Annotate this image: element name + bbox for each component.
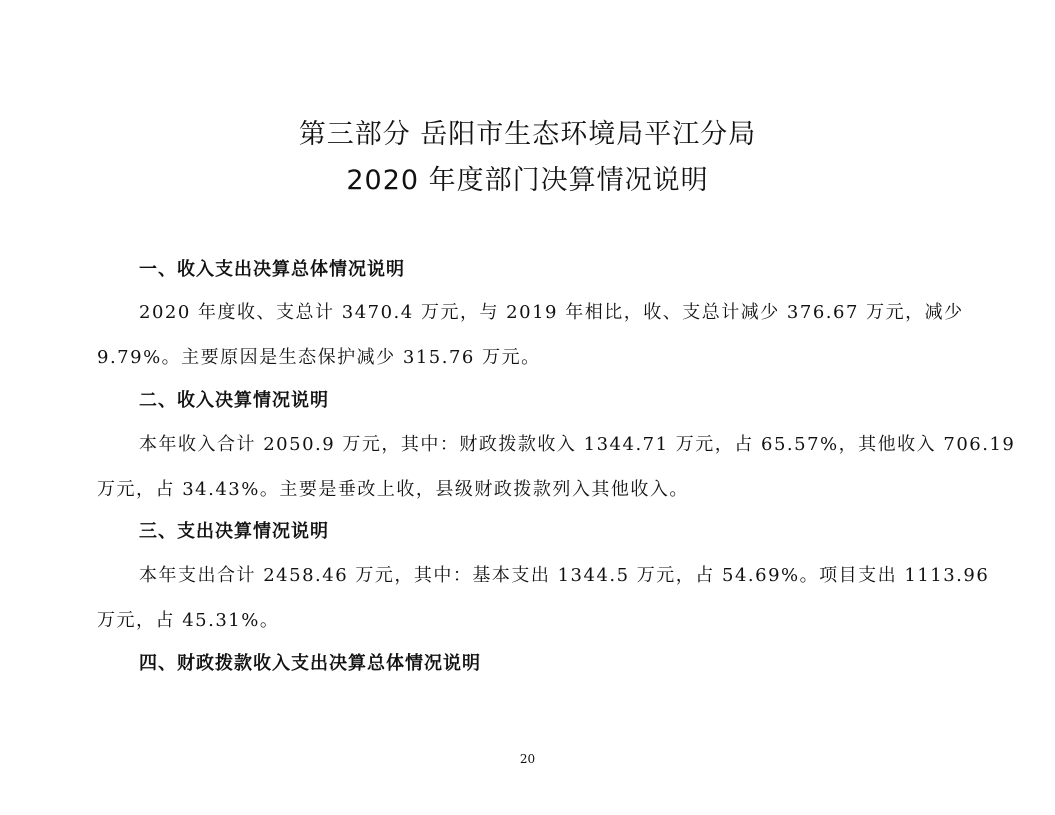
paragraph-line: 万元，占 45.31%。	[97, 610, 280, 631]
document-title-line2: 2020 年度部门决算情况说明	[346, 165, 709, 196]
paragraph-line: 9.79%。主要原因是生态保护减少 315.76 万元。	[97, 347, 541, 368]
page-number: 20	[519, 752, 536, 766]
paragraph-line: 本年支出合计 2458.46 万元，其中：基本支出 1344.5 万元，占 54.69%。项目支出 1113.96	[139, 565, 990, 586]
section-heading-4: 四、财政拨款收入支出决算总体情况说明	[139, 653, 481, 674]
document-title-line1: 第三部分 岳阳市生态环境局平江分局	[298, 119, 757, 150]
paragraph-line: 本年收入合计 2050.9 万元，其中：财政拨款收入 1344.71 万元，占 65.57%，其他收入 706.19	[139, 434, 1016, 455]
paragraph-line: 万元，占 34.43%。主要是垂改上收，县级财政拨款列入其他收入。	[97, 479, 689, 500]
section-heading-2: 二、收入决算情况说明	[139, 390, 329, 411]
section-heading-3: 三、支出决算情况说明	[139, 521, 329, 542]
section-heading-1: 一、收入支出决算总体情况说明	[139, 259, 405, 280]
paragraph-line: 2020 年度收、支总计 3470.4 万元，与 2019 年相比，收、支总计减少 376.67 万元，减少	[139, 302, 964, 323]
